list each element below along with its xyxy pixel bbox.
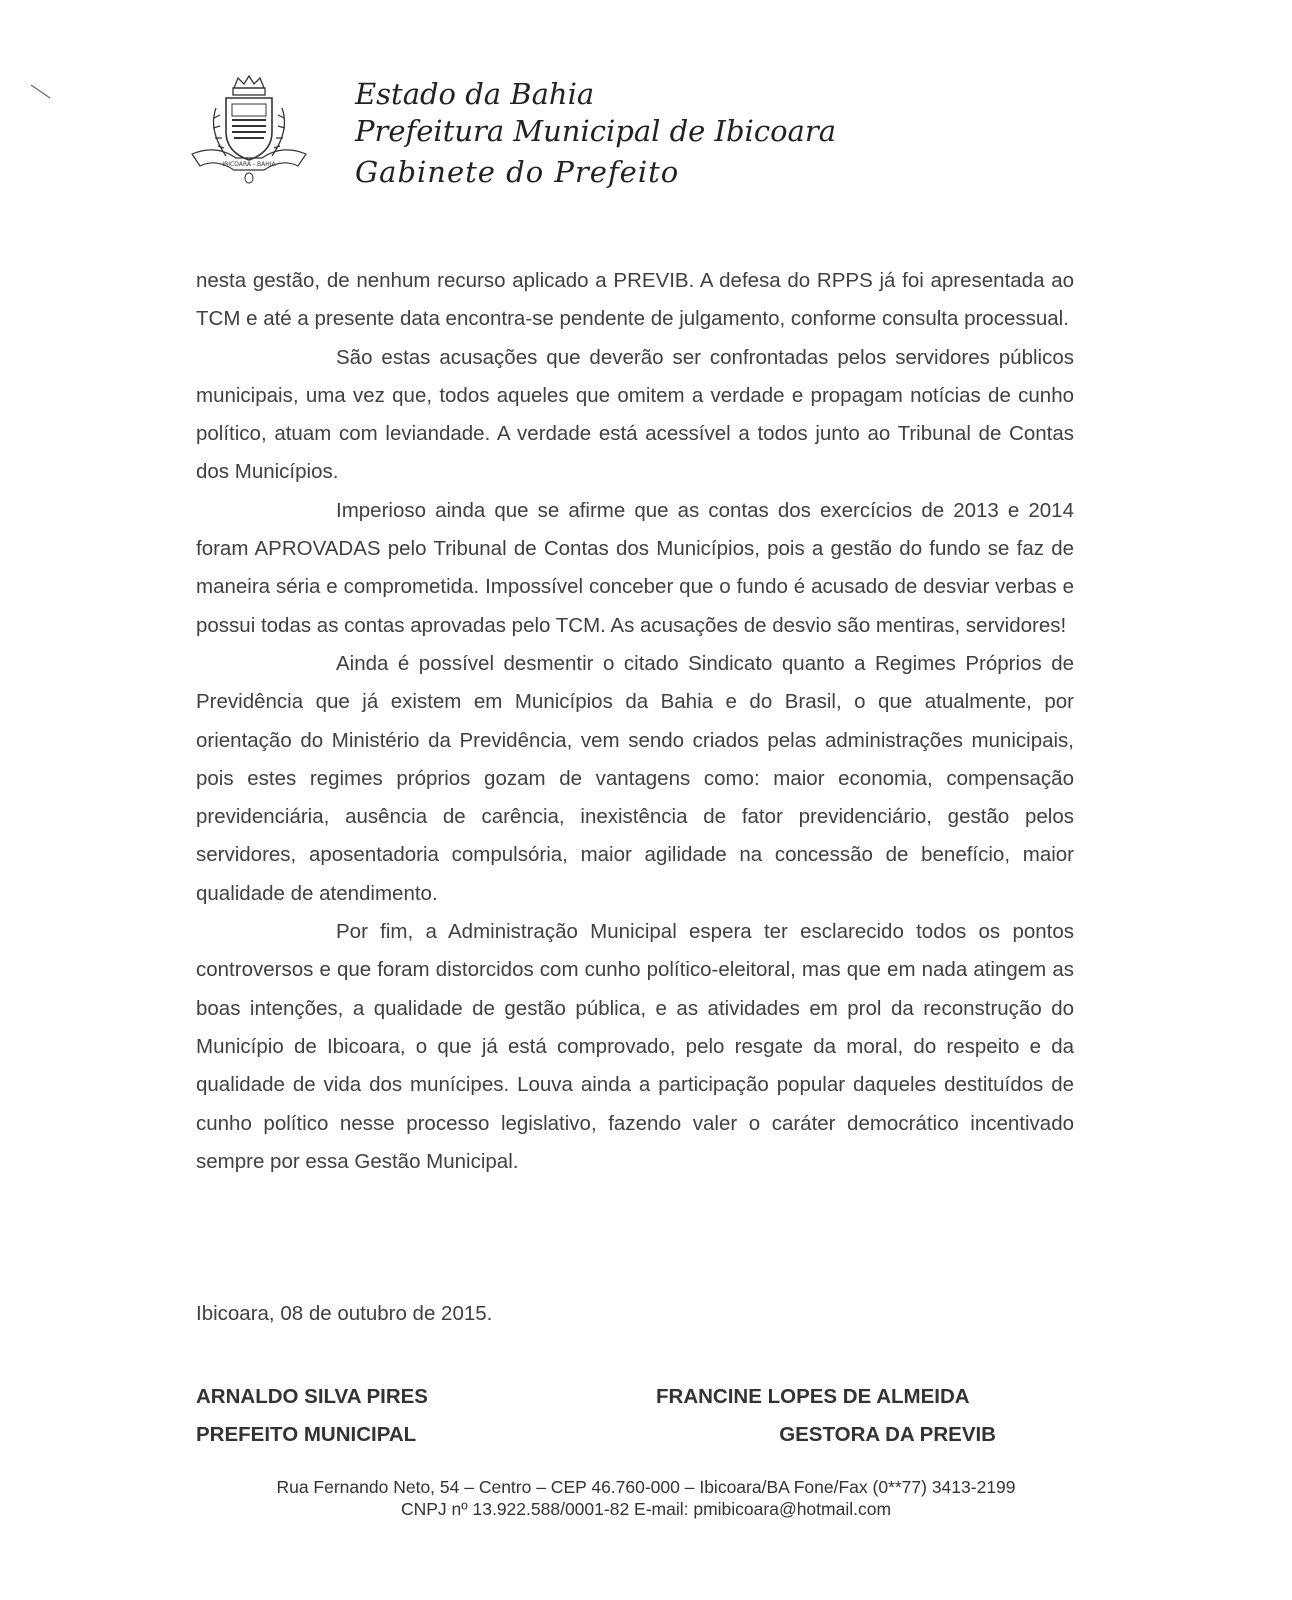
signature-block-mayor	[196, 1378, 428, 1454]
state-name: Estado da Bahia	[355, 77, 595, 111]
signatory-name: ARNALDO SILVA PIRES	[196, 1385, 428, 1408]
paragraph-3: Imperioso ainda que se afirme que as contas dos exercícios de 2013 e 2014 foram APROVADAS pelo Tribunal de Contas dos Municípios, pois a gestão do fundo se faz de maneira séria e comprometida. Impossível conceber que o fundo é acusado de desviar verbas e possui todas as contas aprovadas pelo TCM. As acusações de desvio são mentiras, servidores!	[196, 498, 1074, 637]
signature-block-manager	[656, 1378, 996, 1454]
svg-text:IBICOARA - BAHIA: IBICOARA - BAHIA	[222, 161, 276, 168]
municipal-coat-of-arms-icon	[186, 74, 312, 186]
footer-address: Rua Fernando Neto, 54 – Centro – CEP 46.760-000 – Ibicoara/BA Fone/Fax (0**77) 3413-2199	[276, 1477, 1016, 1497]
footer-contact: CNPJ nº 13.922.588/0001-82 E-mail: pmibicoara@hotmail.com	[400, 1499, 892, 1519]
letter-date: Ibicoara, 08 de outubro de 2015.	[196, 1302, 493, 1325]
paragraph-5: Por fim, a Administração Municipal espera ter esclarecido todos os pontos controversos e que foram distorcidos com cunho político-eleitoral, mas que em nada atingem as boas intenções, a qualidade de gestão pública, e as atividades em prol da reconstrução do Município de Ibicoara, o que já está comprovado, pelo resgate da moral, do respeito e da qualidade de vida dos munícipes. Louva ainda a participação popular daqueles destituídos de cunho político nesse processo legislativo, fazendo valer o caráter democrático incentivado sempre por essa Gestão Municipal.	[196, 920, 1074, 1173]
paragraph-4: Ainda é possível desmentir o citado Sindicato quanto a Regimes Próprios de Previdência que já existem em Municípios da Bahia e do Brasil, o que atualmente, por orientação do Ministério da Previdência, vem sendo criados pelas administrações municipais, pois estes regimes próprios gozam de vantagens como: maior economia, compensação previdenciária, ausência de carência, inexistência de fator previdenciário, gestão pelos servidores, aposentadoria compulsória, maior agilidade na concessão de benefício, maior qualidade de atendimento.	[196, 651, 1074, 905]
office-name: Gabinete do Prefeito	[355, 155, 680, 189]
letter-body	[196, 262, 1074, 1181]
signatory-title: GESTORA DA PREVIB	[779, 1423, 996, 1446]
letterhead	[355, 77, 836, 189]
paragraph-2: São estas acusações que deverão ser confrontadas pelos servidores públicos municipais, uma vez que, todos aqueles que omitem a verdade e propagam notícias de cunho político, atuam com leviandade. A verdade está acessível a todos junto ao Tribunal de Contas dos Municípios.	[196, 345, 1074, 484]
municipality-name: Prefeitura Municipal de Ibicoara	[355, 114, 836, 148]
letter-footer	[0, 1476, 1292, 1520]
signatory-name: FRANCINE LOPES DE ALMEIDA	[656, 1385, 970, 1408]
scan-mark	[30, 84, 52, 100]
paragraph-1: nesta gestão, de nenhum recurso aplicado a PREVIB. A defesa do RPPS já foi apresentada ao TCM e até a presente data encontra-se pendente de julgamento, conforme consulta processual.	[196, 269, 1074, 331]
signatory-title: PREFEITO MUNICIPAL	[196, 1423, 417, 1446]
